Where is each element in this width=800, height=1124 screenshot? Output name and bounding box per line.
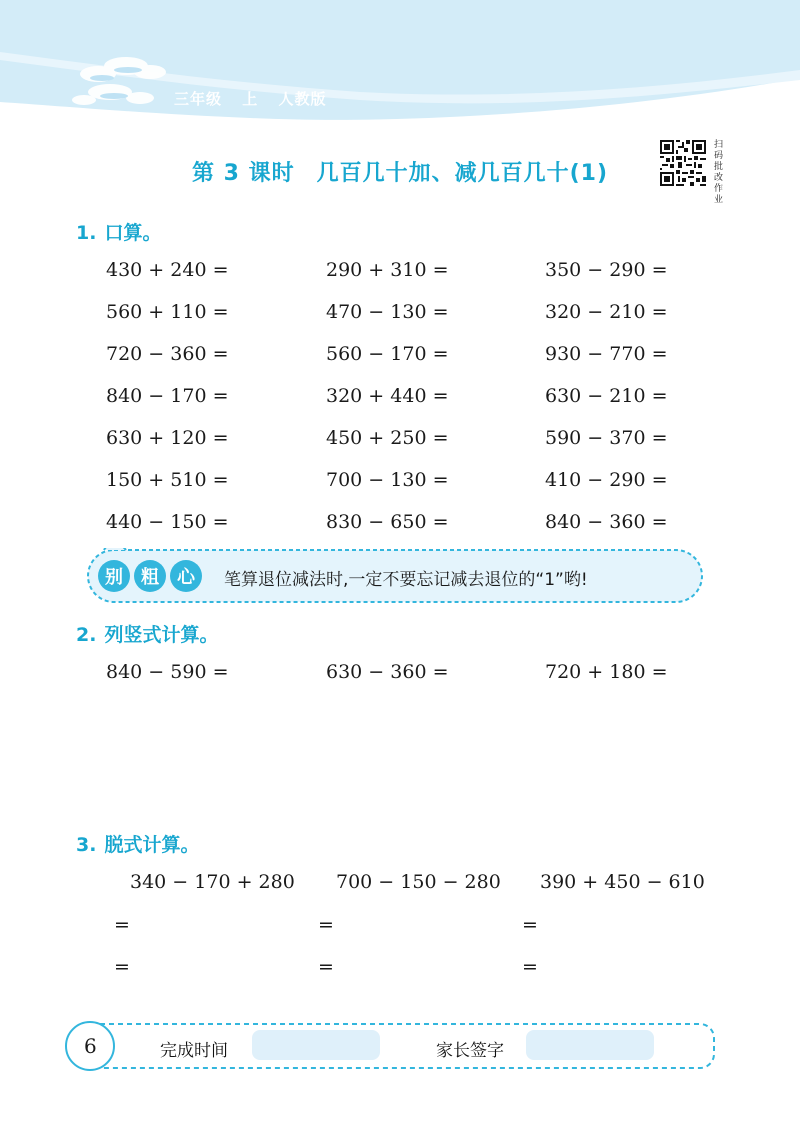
- tip-badge: 心: [170, 560, 202, 592]
- tip-badge: 粗: [134, 560, 166, 592]
- header-edition: 人教版: [278, 90, 327, 108]
- qr-caption: 扫码批改作业: [714, 140, 724, 205]
- oral-calc-item: 450 + 250 =: [326, 427, 449, 449]
- oral-calc-item: 290 + 310 =: [326, 259, 449, 281]
- equals-sign: =: [114, 914, 130, 936]
- lesson-topic: 几百几十加、减几百几十(1): [316, 161, 609, 186]
- parent-signature-label: 家长签字: [436, 1041, 504, 1061]
- completion-time-field[interactable]: [252, 1030, 380, 1060]
- section-3-title: 脱式计算。: [104, 834, 200, 856]
- vertical-calc-item: 630 − 360 =: [326, 661, 449, 683]
- section-1-heading: [76, 218, 161, 245]
- parent-signature-field[interactable]: [526, 1030, 654, 1060]
- oral-calc-item: 830 − 650 =: [326, 511, 449, 533]
- oral-calc-item: 630 + 120 =: [106, 427, 229, 449]
- oral-calc-item: 440 − 150 =: [106, 511, 229, 533]
- careful-tip: [86, 548, 704, 604]
- oral-calc-item: 350 − 290 =: [545, 259, 668, 281]
- equals-sign: =: [522, 914, 538, 936]
- oral-calc-item: 470 − 130 =: [326, 301, 449, 323]
- header-band: [0, 0, 800, 125]
- footer-bar: [64, 1020, 716, 1072]
- completion-time-label: 完成时间: [160, 1041, 228, 1061]
- equals-sign: =: [318, 956, 334, 978]
- oral-calc-item: 560 + 110 =: [106, 301, 229, 323]
- oral-calc-item: 630 − 210 =: [545, 385, 668, 407]
- oral-calc-item: 560 − 170 =: [326, 343, 449, 365]
- header-term: 上: [242, 90, 259, 108]
- equals-sign: =: [522, 956, 538, 978]
- equals-sign: =: [114, 956, 130, 978]
- oral-calc-item: 150 + 510 =: [106, 469, 229, 491]
- section-2-heading: [76, 620, 218, 647]
- qr-code-icon[interactable]: [660, 140, 706, 186]
- step-calc-item: 340 − 170 + 280: [130, 871, 295, 893]
- section-1-number: 1.: [76, 222, 97, 244]
- oral-calc-item: 840 − 170 =: [106, 385, 229, 407]
- oral-calc-item: 930 − 770 =: [545, 343, 668, 365]
- equals-sign: =: [318, 914, 334, 936]
- oral-calc-item: 840 − 360 =: [545, 511, 668, 533]
- header-grade: 三年级: [174, 90, 223, 108]
- oral-calc-item: 590 − 370 =: [545, 427, 668, 449]
- header-grade-info: [174, 88, 341, 109]
- tip-badge: 别: [98, 560, 130, 592]
- oral-calc-item: 720 − 360 =: [106, 343, 229, 365]
- oral-calc-item: 700 − 130 =: [326, 469, 449, 491]
- oral-calc-item: 430 + 240 =: [106, 259, 229, 281]
- oral-calc-item: 320 − 210 =: [545, 301, 668, 323]
- section-1-title: 口算。: [104, 222, 162, 244]
- vertical-calc-item: 840 − 590 =: [106, 661, 229, 683]
- section-2-title: 列竖式计算。: [104, 624, 219, 646]
- oral-calc-item: 410 − 290 =: [545, 469, 668, 491]
- step-calc-item: 700 − 150 − 280: [336, 871, 501, 893]
- tip-badges: [98, 560, 202, 592]
- lesson-number: 第 3 课时: [191, 161, 295, 186]
- tip-text: 笔算退位减法时,一定不要忘记减去退位的“1”哟!: [224, 570, 588, 590]
- vertical-calc-item: 720 + 180 =: [545, 661, 668, 683]
- oral-calc-item: 320 + 440 =: [326, 385, 449, 407]
- page-number: 6: [84, 1034, 97, 1058]
- section-3-heading: [76, 830, 199, 857]
- step-calc-item: 390 + 450 − 610: [540, 871, 705, 893]
- section-2-number: 2.: [76, 624, 97, 646]
- section-3-number: 3.: [76, 834, 97, 856]
